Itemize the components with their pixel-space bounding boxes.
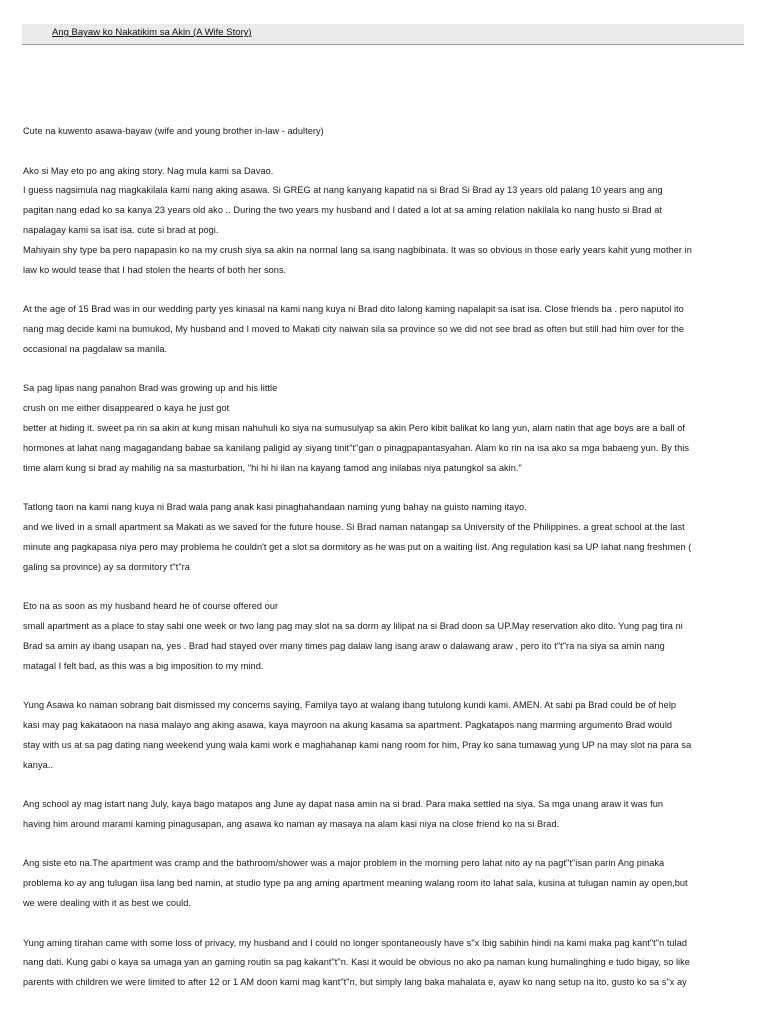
paragraph-gap: [23, 577, 747, 597]
text-line: Brad sa amin ay ibang usapan na, yes . Brad had stayed over many times pag dalaw lang isang araw o dalawang araw , pero ito t"t"ra na siya sa amin nang: [23, 640, 665, 651]
paragraph-gap: [23, 835, 747, 855]
paragraph-gap: [23, 478, 747, 498]
text-line: small apartment as a place to stay sabi one week or two lang pag may slot na sa dorm ay lilipat na si Brad doon sa UP.May reservation ako dito. Yung pag tira ni: [23, 620, 683, 631]
text-line: pagitan nang edad ko sa kanya 23 years old ako .. During the two years my husband and I dated a lot at sa aming relation nakilala ko nang husto si Brad at: [23, 205, 662, 216]
text-line: At the age of 15 Brad was in our wedding party yes kinasal na kami nang kuya ni Brad dito lalong kaming napalapit sa isat isa. Close friends ba . pero naputol ito: [23, 304, 684, 315]
text-line: Ang siste eto na.The apartment was cramp and the bathroom/shower was a major problem in the morning pero lahat nito ay na pagt"t"isan parin Ang pinaka: [23, 858, 665, 869]
paragraph-gap: [23, 676, 747, 696]
text-line: law ko would tease that I had stolen the hearts of both her sons.: [23, 264, 287, 275]
text-line: better at hiding it. sweet pa rin sa akin at kung misan nahuhuli ko siya na sumusulyap sa akin Pero kibit balikat ko lang yun, alam natin that age boys are a ball of: [23, 422, 685, 433]
text-line: galing sa province) ay sa dormitory t"t"ra: [23, 561, 190, 572]
paragraph-gap: [23, 142, 747, 162]
story-body: [23, 122, 747, 993]
text-line: Sa pag lipas nang panahon Brad was growing up and his little: [23, 383, 278, 394]
paragraph-gap: [23, 360, 747, 380]
text-line: kasi may pag kakataoon na nasa malayo ang aking asawa, kaya mayroon na akung kasama sa apartment. Pagkatapos nang marming argumento Brad would: [23, 719, 673, 730]
text-line: occasional na pagdalaw sa manila.: [23, 343, 168, 354]
text-line: Tatlong taon na kami nang kuya ni Brad wala pang anak kasi pinaghahandaan naming yung bahay na guisto naming itayo.: [23, 502, 527, 513]
text-line: minute ang pagkapasa niya pero may problema he couldn't get a slot sa dormitory as he was put on a waiting list. Ang regulation kasi sa UP lahat nang freshmen (: [23, 541, 692, 552]
text-line: crush on me either disappeared o kaya he just got: [23, 403, 230, 414]
text-line: nang mag decide kami na bumukod, My husband and I moved to Makati city naiwan sila sa province so we did not see brad as often but still had him over for the: [23, 323, 685, 334]
text-line: parents with children we were limited to after 12 or 1 AM doon kami mag kant"t"n, but simply lang baka mahalata e, ayaw ko nang setup na ito, gusto ko sa s"x ay: [23, 977, 687, 988]
text-line: kanya..: [23, 759, 53, 770]
text-line: and we lived in a small apartment sa Makati as we saved for the future house. Si Brad naman natangap sa University of the Philippines. a great school at the last: [23, 521, 685, 532]
text-line: time alam kung si brad ay mahilig na sa masturbation, "hi hi hi ilan na kayang tamod ang inilabas niya patungkol sa akin.": [23, 462, 522, 473]
text-line: napalagay kami sa isat isa. cute si brad at pogi.: [23, 224, 219, 235]
text-line: Yung aming tirahan came with some loss of privacy, my husband and I could no longer spontaneously have s"x Ibig sabihin hindi na kami maka pag kant"t"n tulad: [23, 937, 688, 948]
text-line: problema ko ay ang tulugan iisa lang bed namin, at studio type pa ang aming apartment meaning walang room ito lahat sala, kusina at tulugan namin ay open,but: [23, 878, 688, 889]
text-line: Cute na kuwento asawa-bayaw (wife and young brother in-law - adultery): [23, 126, 324, 136]
text-line: having him around marami kaming pinagusapan, ang asawa ko naman ay masaya na alam kasi niya na close friend ko na si Brad.: [23, 818, 560, 829]
paragraph-gap: [23, 280, 747, 300]
text-line: Ako si May eto po ang aking story. Nag mula kami sa Davao.: [23, 165, 274, 176]
document-header-bar: [22, 24, 744, 45]
text-line: hormones at lahat nang magagandang babae sa kanilang paligid ay siyang tinit"t"gan o pinagpapantasyahan. Alam ko rin na isa ako sa mga babaeng yun. By this: [23, 442, 690, 453]
text-line: nang dati. Kung gabi o kaya sa umaga yan an gaming routin sa pag kakant"t"n. Kasi it would be obvious no ako pa naman kung humalinghing e tudo bigay, so like: [23, 957, 690, 968]
text-line: I guess nagsimula nag magkakilala kami nang aking asawa. Si GREG at nang kanyang kapatid na si Brad Si Brad ay 13 years old palang 10 years ang ang: [23, 185, 663, 196]
text-line: Yung Asawa ko naman sobrang bait dismissed my concerns saying, Familya tayo at walang ibang tutulong kundi kami. AMEN. At sabi pa Brad could be of help: [23, 700, 677, 711]
text-line: Mahiyain shy type ba pero napapasin ko na my crush siya sa akin na normal lang sa isang nagbibinata. It was so obvious in those early years kahit yung mother in: [23, 244, 692, 255]
text-line: stay with us at sa pag dating nang weekend yung wala kami work e maghahanap kami nang room for him, Pray ko sana tumawag yung UP na may slot na para sa: [23, 739, 692, 750]
text-line: Eto na as soon as my husband heard he of course offered our: [23, 601, 279, 612]
text-line: Ang school ay mag istart nang July, kaya bago matapos ang June ay dapat nasa amin na si brad. Para maka settled na siya. Sa mga unang araw it was fun: [23, 799, 664, 810]
paragraph-gap: [23, 775, 747, 795]
text-line: we were dealing with it as best we could.: [23, 898, 192, 909]
document-title-link[interactable]: Ang Bayaw ko Nakatikim sa Akin (A Wife Story): [52, 27, 252, 38]
paragraph-gap: [23, 914, 747, 934]
text-line: matagal I felt bad, as this was a big imposition to my mind.: [23, 660, 264, 671]
